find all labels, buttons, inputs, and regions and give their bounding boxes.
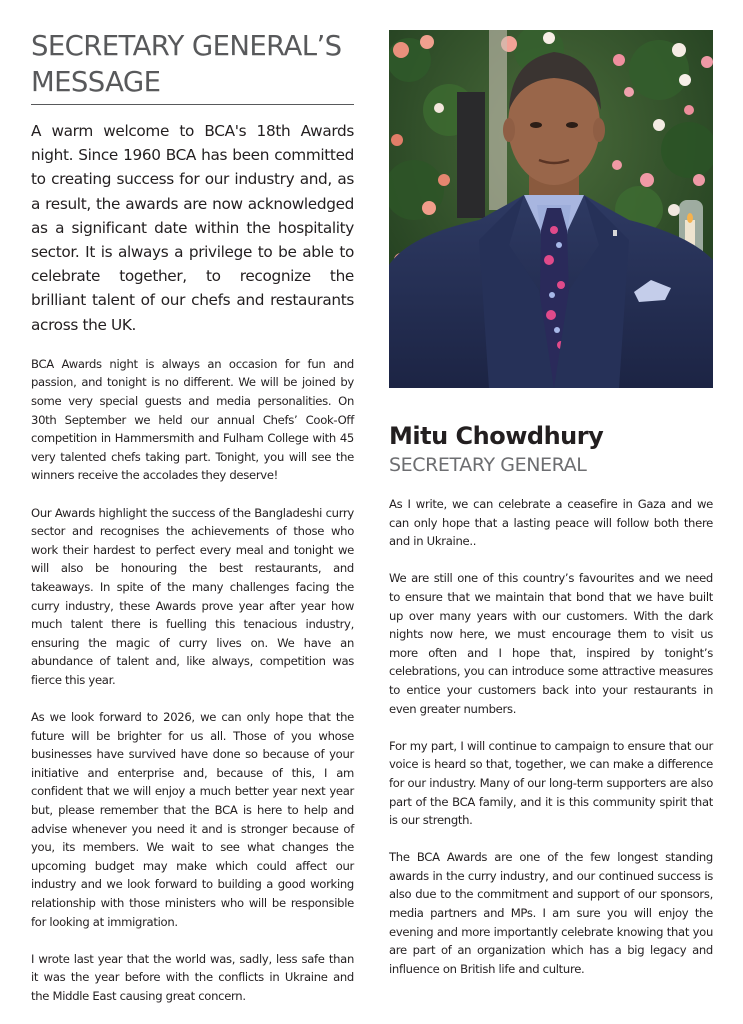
body-paragraph: As I write, we can celebrate a ceasefire in Gaza and we can only hope that a lasting peace will follow both there and in Ukraine..	[389, 497, 713, 549]
body-paragraph: For my part, I will continue to campaign to ensure that our voice is heard so that, together, we can make a difference for our industry. Many of our long-term supporters are also part of the BCA family, and it is this community spirit that is our strength.	[389, 738, 713, 828]
portrait-photo	[389, 30, 713, 388]
page-title: SECRETARY GENERAL’S MESSAGE	[31, 28, 354, 105]
body-paragraph: We are still one of this country’s favourites and we need to ensure that we maintain that bond that we have built up over many years with our customers. With the dark nights now here, we must encourage them to visit us more often and I hope that, inspired by tonight’s celebrations, you can introduce some attractive measures to entice your customers back into your restaurants in even greater numbers.	[389, 571, 713, 716]
body-paragraph: BCA Awards night is always an occasion for fun and passion, and tonight is no different. We will be joined by some very special guests and media personalities. On 30th September we held our annual Chefs’ Cook-Off competition in Hammersmith and Fulham College with 45 very talented chefs taking part. Tonight, you will see the winners receive the accolades they deserve!	[31, 356, 354, 483]
portrait-illustration	[389, 30, 713, 388]
left-column	[31, 28, 354, 1006]
intro-paragraph: A warm welcome to BCA's 18th Awards night. Since 1960 BCA has been committed to creating success for our industry and, as a result, the awards are now acknowledged as a significant date within the hospitality sector. It is always a privilege to be able to celebrate together, to recognize the brilliant talent of our chefs and restaurants across the UK.	[31, 122, 354, 334]
body-paragraph: The BCA Awards are one of the few longest standing awards in the curry industry, and our continued success is also due to the commitment and support of our sponsors, media partners and MPs. I am sure you will enjoy the evening and more importantly celebrate knowing that you are part of an organization which has a big legacy and influence on British life and culture.	[389, 850, 713, 976]
body-paragraph: Our Awards highlight the success of the Bangladeshi curry sector and recognises the achievements of those who work their hardest to perfect every meal and tonight we will also be honouring the best restaurants, and takeaways. In spite of the many challenges facing the curry industry, these Awards prove year after year how much talent there is fuelling this tenacious industry, ensuring the magic of curry lives on. We have an abundance of talent and, like always, competition was fierce this year.	[31, 505, 354, 687]
body-paragraph: As we look forward to 2026, we can only hope that the future will be brighter for us all. Those of you whose businesses have survived have done so because of your initiative and enterprise and, because of this, I am confident that we will enjoy a much better year next year but, please remember that the BCA is here to help and advise whenever you need it and is stronger because of you, its members. We wait to see what changes the upcoming budget may make which could affect our industry and we look forward to building a good working relationship with those ministers who will be responsible for looking at immigration.	[31, 710, 354, 929]
author-role: SECRETARY GENERAL	[389, 454, 587, 476]
right-column	[389, 420, 713, 978]
author-name: Mitu Chowdhury	[389, 422, 604, 450]
body-paragraph: I wrote last year that the world was, sadly, less safe than it was the year before with the conflicts in Ukraine and the Middle East causing great concern.	[31, 951, 354, 1004]
